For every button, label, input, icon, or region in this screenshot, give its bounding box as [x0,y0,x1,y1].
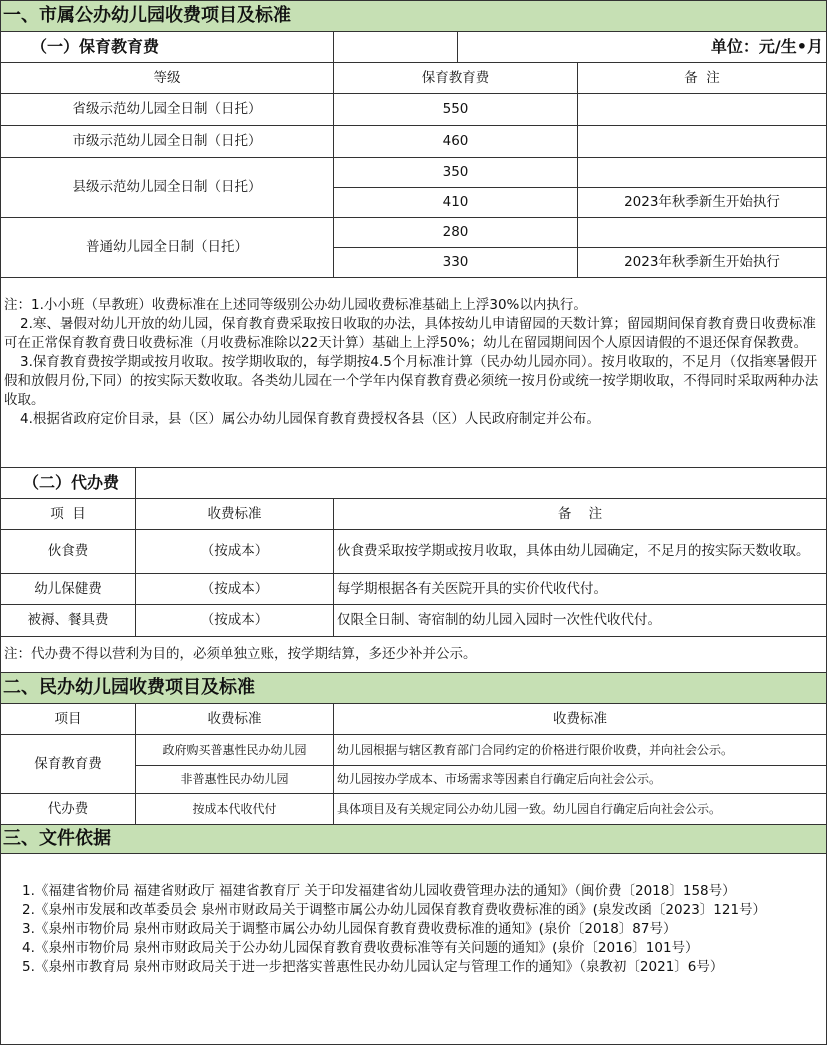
references [0,853,827,1045]
header-note: 备 注 [577,62,827,94]
sub2-title: （二）代办费 [0,467,136,499]
level-cell: 县级示范幼儿园全日制（日托） [0,157,334,218]
header-item: 项目 [0,703,136,735]
fee-cell: 460 [333,125,578,158]
item-cell: 幼儿保健费 [0,573,136,605]
header-note: 备 注 [333,498,827,530]
desc-cell: 具体项目及有关规定同公办幼儿园一致。幼儿园自行确定后向社会公示。 [333,793,827,825]
item-cell: 被褥、餐具费 [0,604,136,637]
note-line: 3.保育教育费按学期或按月收取。按学期收取的，每学期按4.5个月标准计算（民办幼儿园亦同）。按月收取的，不足月（仅指寒暑假开假和放假月份,下同）的按实际天数收取。各类幼儿园在一个学年内保育教育费必须统一按月份或统一按学期收取，不得同时采取两种办法收取。 [4,354,819,408]
header-fee: 保育教育费 [333,62,578,94]
note-cell: 伙食费采取按学期或按月收取，具体由幼儿园确定，不足月的按实际天数收取。 [333,529,827,574]
header-standard: 收费标准 [135,498,334,530]
type-cell: 非普惠性民办幼儿园 [135,765,334,794]
empty-cell [135,467,827,499]
item-cell: 代办费 [0,793,136,825]
note-cell [577,93,827,126]
note-line: 2.寒、暑假对幼儿开放的幼儿园，保育教育费采取按日收取的办法，具体按幼儿申请留园的天数计算；留园期间保育教育费日收费标准可在正常保育教育费日收费标准（月收费标准除以22天计算）基础上上浮50%；幼儿在留园期间因个人原因请假的不退还保育保教费。 [4,316,816,351]
note-cell: 仅限全日制、寄宿制的幼儿园入园时一次性代收代付。 [333,604,827,637]
empty-cell [333,31,458,63]
section2-title: 二、民办幼儿园收费项目及标准 [0,672,827,704]
level-cell: 市级示范幼儿园全日制（日托） [0,125,334,158]
desc-cell: 幼儿园根据与辖区教育部门合同约定的价格进行限价收费，并向社会公示。 [333,734,827,766]
note-cell: 2023年秋季新生开始执行 [577,247,827,278]
sub1-title: （一）保育教育费 [0,31,334,63]
note-cell [577,217,827,248]
sub2-note: 注：代办费不得以营利为目的，必须单独立账，按学期结算，多还少补并公示。 [0,636,827,673]
level-cell: 省级示范幼儿园全日制（日托） [0,93,334,126]
note-line: 注：1.小小班（早教班）收费标准在上述同等级别公办幼儿园收费标准基础上上浮30%以内执行。 [4,297,587,313]
section1-title: 一、市属公办幼儿园收费项目及标准 [0,0,827,32]
standard-cell: （按成本） [135,573,334,605]
reference-item: 3.《泉州市物价局 泉州市财政局关于调整市属公办幼儿园保育教育费收费标准的通知》(泉价〔2018〕87号） [22,921,677,937]
note-line: 4.根据省政府定价目录，县（区）属公办幼儿园保育教育费授权各县（区）人民政府制定并公布。 [20,411,600,427]
header-standard: 收费标准 [135,703,334,735]
note-cell [577,157,827,188]
section3-title: 三、文件依据 [0,824,827,854]
type-cell: 政府购买普惠性民办幼儿园 [135,734,334,766]
note-cell [577,125,827,158]
header-desc: 收费标准 [333,703,827,735]
fee-cell: 330 [333,247,578,278]
level-cell: 普通幼儿园全日制（日托） [0,217,334,278]
header-level: 等级 [0,62,334,94]
unit-label: 单位：元/生•月 [457,31,827,63]
note-cell: 每学期根据各有关医院开具的实价代收代付。 [333,573,827,605]
desc-cell: 幼儿园按办学成本、市场需求等因素自行确定后向社会公示。 [333,765,827,794]
reference-item: 4.《泉州市物价局 泉州市财政局关于公办幼儿园保育教育费收费标准等有关问题的通知》(泉价〔2016〕101号） [22,940,699,956]
standard-cell: （按成本） [135,604,334,637]
reference-item: 5.《泉州市教育局 泉州市财政局关于进一步把落实普惠性民办幼儿园认定与管理工作的通知》（泉教初〔2021〕6号） [22,959,724,975]
reference-item: 2.《泉州市发展和改革委员会 泉州市财政局关于调整市属公办幼儿园保育教育费收费标准的函》(泉发改函〔2023〕121号） [22,902,767,918]
fee-cell: 350 [333,157,578,188]
standard-cell: （按成本） [135,529,334,574]
item-cell: 伙食费 [0,529,136,574]
fee-cell: 550 [333,93,578,126]
reference-item: 1.《福建省物价局 福建省财政厅 福建省教育厅 关于印发福建省幼儿园收费管理办法的通知》（闽价费〔2018〕158号） [22,883,736,899]
fee-cell: 410 [333,187,578,218]
note-cell: 2023年秋季新生开始执行 [577,187,827,218]
fee-cell: 280 [333,217,578,248]
sub1-notes [0,277,827,468]
type-cell: 按成本代收代付 [135,793,334,825]
item-cell: 保育教育费 [0,734,136,794]
header-item: 项 目 [0,498,136,530]
